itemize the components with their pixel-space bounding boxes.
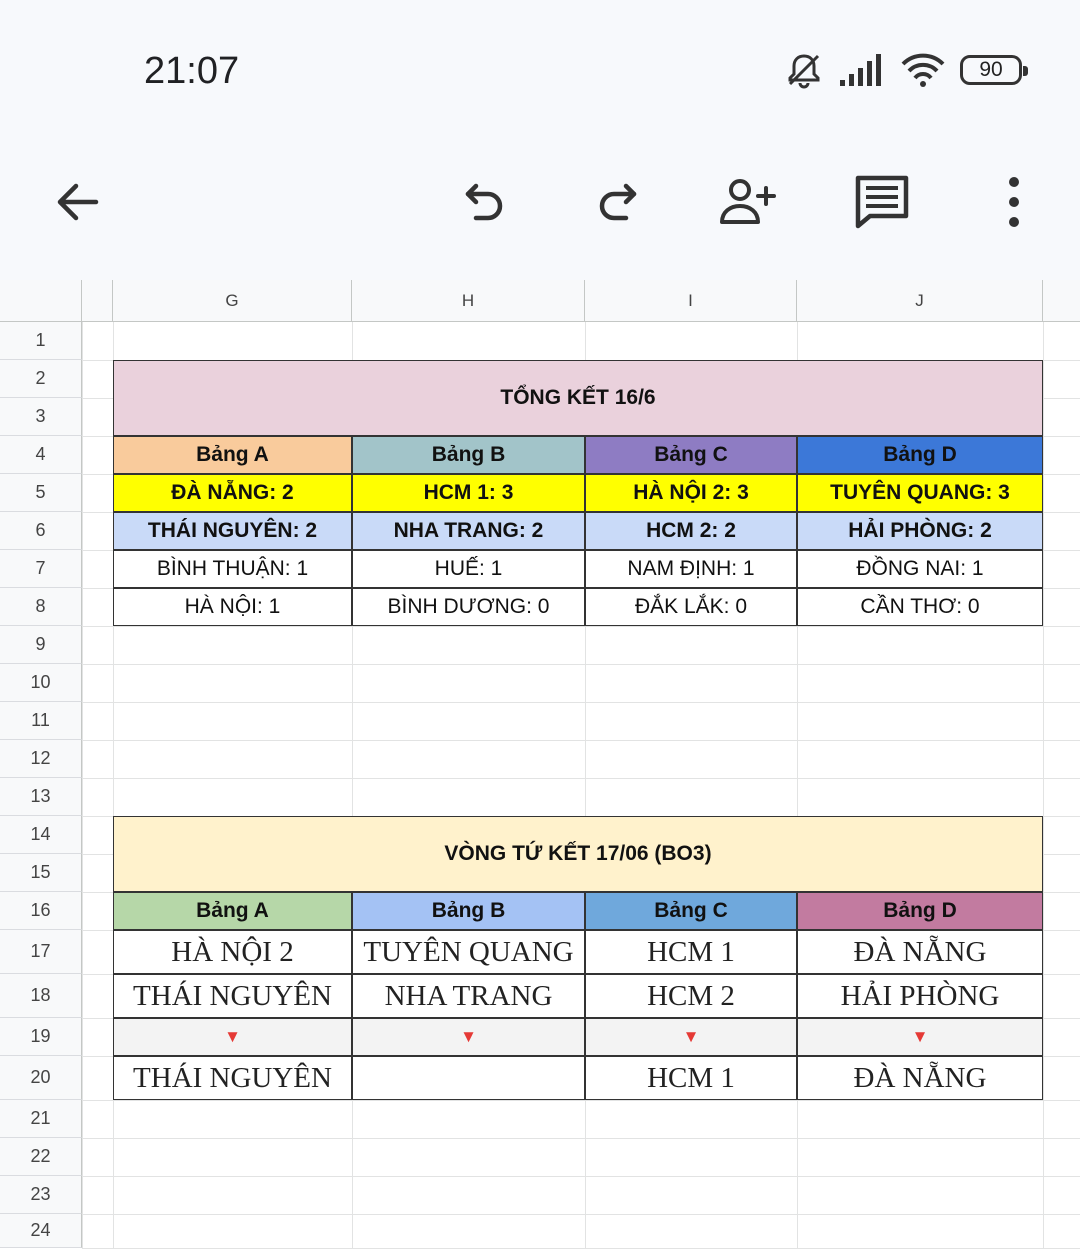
row-header-8[interactable]: 8 xyxy=(0,588,82,626)
grid-line-horizontal xyxy=(82,626,1080,627)
winner-dropdown-cell[interactable]: ▼ xyxy=(585,1018,797,1056)
quarter-team2-cell[interactable]: NHA TRANG xyxy=(352,974,585,1018)
bell-off-icon xyxy=(784,50,824,90)
quarter-team2-cell[interactable]: HCM 2 xyxy=(585,974,797,1018)
summary-rank1-cell[interactable]: HCM 1: 3 xyxy=(352,474,585,512)
row-header-2[interactable]: 2 xyxy=(0,360,82,398)
row-header-19[interactable]: 19 xyxy=(0,1018,82,1056)
summary-rank2-cell[interactable]: HCM 2: 2 xyxy=(585,512,797,550)
summary-title-cell[interactable]: TỔNG KẾT 16/6 xyxy=(113,360,1043,436)
quarter-title-cell[interactable]: VÒNG TỨ KẾT 17/06 (BO3) xyxy=(113,816,1043,892)
row-header-4[interactable]: 4 xyxy=(0,436,82,474)
grid-line-horizontal xyxy=(82,740,1080,741)
grid-line-horizontal xyxy=(82,664,1080,665)
redo-button[interactable] xyxy=(576,162,656,242)
row-header-15[interactable]: 15 xyxy=(0,854,82,892)
summary-rank3-cell[interactable]: NAM ĐỊNH: 1 xyxy=(585,550,797,588)
row-header-18[interactable]: 18 xyxy=(0,974,82,1018)
column-header-f[interactable] xyxy=(82,280,113,322)
spreadsheet-grid[interactable] xyxy=(0,280,1080,1248)
undo-button[interactable] xyxy=(446,162,526,242)
row-header-21[interactable]: 21 xyxy=(0,1100,82,1138)
summary-group-header-cell[interactable]: Bảng A xyxy=(113,436,352,474)
summary-rank3-cell[interactable]: ĐỒNG NAI: 1 xyxy=(797,550,1043,588)
quarter-winner-cell[interactable]: THÁI NGUYÊN xyxy=(113,1056,352,1100)
add-person-icon xyxy=(716,174,780,230)
row-header-22[interactable]: 22 xyxy=(0,1138,82,1176)
quarter-winner-cell[interactable] xyxy=(352,1056,585,1100)
grid-line-horizontal xyxy=(82,1214,1080,1215)
summary-rank1-cell[interactable]: ĐÀ NẴNG: 2 xyxy=(113,474,352,512)
row-header-7[interactable]: 7 xyxy=(0,550,82,588)
status-icons xyxy=(784,48,1022,92)
back-arrow-icon xyxy=(52,176,104,228)
undo-icon xyxy=(460,176,512,228)
quarter-team2-cell[interactable]: THÁI NGUYÊN xyxy=(113,974,352,1018)
grid-line-horizontal xyxy=(82,778,1080,779)
quarter-group-header-cell[interactable]: Bảng C xyxy=(585,892,797,930)
quarter-team1-cell[interactable]: ĐÀ NẴNG xyxy=(797,930,1043,974)
summary-group-header-cell[interactable]: Bảng B xyxy=(352,436,585,474)
row-header-17[interactable]: 17 xyxy=(0,930,82,974)
more-vert-icon xyxy=(1004,174,1024,230)
battery-icon xyxy=(960,55,1022,85)
column-header-i[interactable]: I xyxy=(585,280,797,322)
summary-rank1-cell[interactable]: TUYÊN QUANG: 3 xyxy=(797,474,1043,512)
column-header-k[interactable] xyxy=(1043,280,1080,322)
quarter-winner-cell[interactable]: ĐÀ NẴNG xyxy=(797,1056,1043,1100)
status-time: 21:07 xyxy=(144,50,240,92)
grid-line-horizontal xyxy=(82,1100,1080,1101)
corner-header[interactable] xyxy=(0,280,82,322)
share-button[interactable] xyxy=(708,162,788,242)
winner-dropdown-cell[interactable]: ▼ xyxy=(113,1018,352,1056)
row-header-1[interactable]: 1 xyxy=(0,322,82,360)
winner-dropdown-cell[interactable]: ▼ xyxy=(797,1018,1043,1056)
quarter-group-header-cell[interactable]: Bảng A xyxy=(113,892,352,930)
grid-line-horizontal xyxy=(82,702,1080,703)
row-header-13[interactable]: 13 xyxy=(0,778,82,816)
column-header-g[interactable]: G xyxy=(113,280,352,322)
grid-line-vertical xyxy=(1043,322,1044,1248)
summary-rank4-cell[interactable]: HÀ NỘI: 1 xyxy=(113,588,352,626)
wifi-icon xyxy=(900,52,946,88)
grid-line-vertical xyxy=(82,322,83,1248)
summary-rank4-cell[interactable]: ĐẮK LẮK: 0 xyxy=(585,588,797,626)
summary-rank1-cell[interactable]: HÀ NỘI 2: 3 xyxy=(585,474,797,512)
quarter-team2-cell[interactable]: HẢI PHÒNG xyxy=(797,974,1043,1018)
quarter-group-header-cell[interactable]: Bảng B xyxy=(352,892,585,930)
column-header-j[interactable]: J xyxy=(797,280,1043,322)
quarter-group-header-cell[interactable]: Bảng D xyxy=(797,892,1043,930)
column-header-h[interactable]: H xyxy=(352,280,585,322)
row-header-9[interactable]: 9 xyxy=(0,626,82,664)
summary-rank3-cell[interactable]: HUẾ: 1 xyxy=(352,550,585,588)
summary-rank2-cell[interactable]: THÁI NGUYÊN: 2 xyxy=(113,512,352,550)
summary-rank2-cell[interactable]: HẢI PHÒNG: 2 xyxy=(797,512,1043,550)
redo-icon xyxy=(590,176,642,228)
summary-rank2-cell[interactable]: NHA TRANG: 2 xyxy=(352,512,585,550)
comment-button[interactable] xyxy=(842,162,922,242)
summary-group-header-cell[interactable]: Bảng D xyxy=(797,436,1043,474)
summary-rank4-cell[interactable]: CẦN THƠ: 0 xyxy=(797,588,1043,626)
battery-level: 90 xyxy=(979,58,1003,81)
row-header-3[interactable]: 3 xyxy=(0,398,82,436)
grid-line-horizontal xyxy=(82,1176,1080,1177)
status-bar xyxy=(0,0,1080,140)
quarter-winner-cell[interactable]: HCM 1 xyxy=(585,1056,797,1100)
row-header-12[interactable]: 12 xyxy=(0,740,82,778)
comment-icon xyxy=(852,172,912,232)
summary-rank4-cell[interactable]: BÌNH DƯƠNG: 0 xyxy=(352,588,585,626)
back-button[interactable] xyxy=(38,162,118,242)
row-header-20[interactable]: 20 xyxy=(0,1056,82,1100)
quarter-team1-cell[interactable]: TUYÊN QUANG xyxy=(352,930,585,974)
row-header-11[interactable]: 11 xyxy=(0,702,82,740)
quarter-team1-cell[interactable]: HCM 1 xyxy=(585,930,797,974)
row-header-23[interactable]: 23 xyxy=(0,1176,82,1214)
winner-dropdown-cell[interactable]: ▼ xyxy=(352,1018,585,1056)
grid-line-horizontal xyxy=(82,1138,1080,1139)
signal-icon xyxy=(838,52,886,88)
more-options-button[interactable] xyxy=(974,162,1054,242)
row-header-10[interactable]: 10 xyxy=(0,664,82,702)
summary-group-header-cell[interactable]: Bảng C xyxy=(585,436,797,474)
quarter-team1-cell[interactable]: HÀ NỘI 2 xyxy=(113,930,352,974)
toolbar xyxy=(0,140,1080,280)
summary-rank3-cell[interactable]: BÌNH THUẬN: 1 xyxy=(113,550,352,588)
row-header-6[interactable]: 6 xyxy=(0,512,82,550)
row-header-5[interactable]: 5 xyxy=(0,474,82,512)
row-header-14[interactable]: 14 xyxy=(0,816,82,854)
row-header-24[interactable]: 24 xyxy=(0,1214,82,1248)
row-header-16[interactable]: 16 xyxy=(0,892,82,930)
